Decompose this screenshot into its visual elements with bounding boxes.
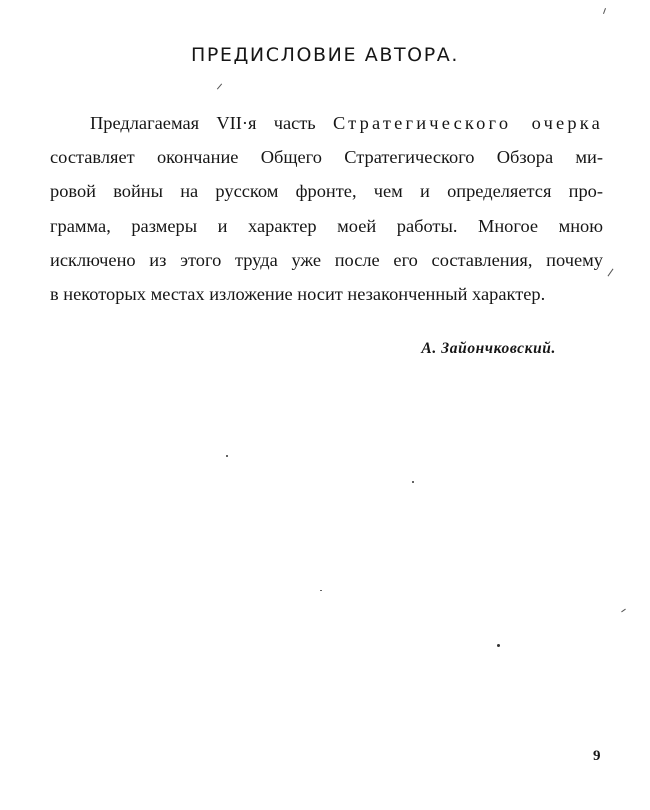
scan-mark [608, 269, 614, 277]
line-1-spaced-title: Стратегического очерка [332, 113, 604, 133]
paragraph-line-3: ровой войны на русском фронте, чем и определяется про- [50, 181, 603, 202]
scan-mark [621, 609, 626, 613]
paragraph-line-4: грамма, размеры и характер моей работы. Многое мною [50, 215, 603, 236]
author-signature: А. Зайончковский. [421, 340, 556, 357]
preface-paragraph [50, 106, 603, 311]
paragraph-line-1 [50, 106, 603, 140]
scan-speck [412, 481, 414, 483]
scan-mark [217, 83, 222, 89]
page-heading: ПРЕДИСЛОВИЕ АВТОРА. [190, 44, 460, 66]
paragraph-line-2: составляет окончание Общего Стратегического Обзора ми- [50, 147, 603, 168]
paragraph-line-6: в некоторых местах изложение носит незаконченный характер. [50, 284, 546, 305]
scan-speck [497, 644, 500, 647]
page-number: 9 [593, 748, 601, 764]
paragraph-line-5: исключено из этого труда уже после его составления, почему [50, 249, 603, 270]
line-1-start: Предлагаемая VII·я часть [90, 113, 333, 133]
scan-speck [320, 590, 322, 591]
scan-mark [603, 8, 606, 14]
scan-speck [226, 455, 228, 457]
